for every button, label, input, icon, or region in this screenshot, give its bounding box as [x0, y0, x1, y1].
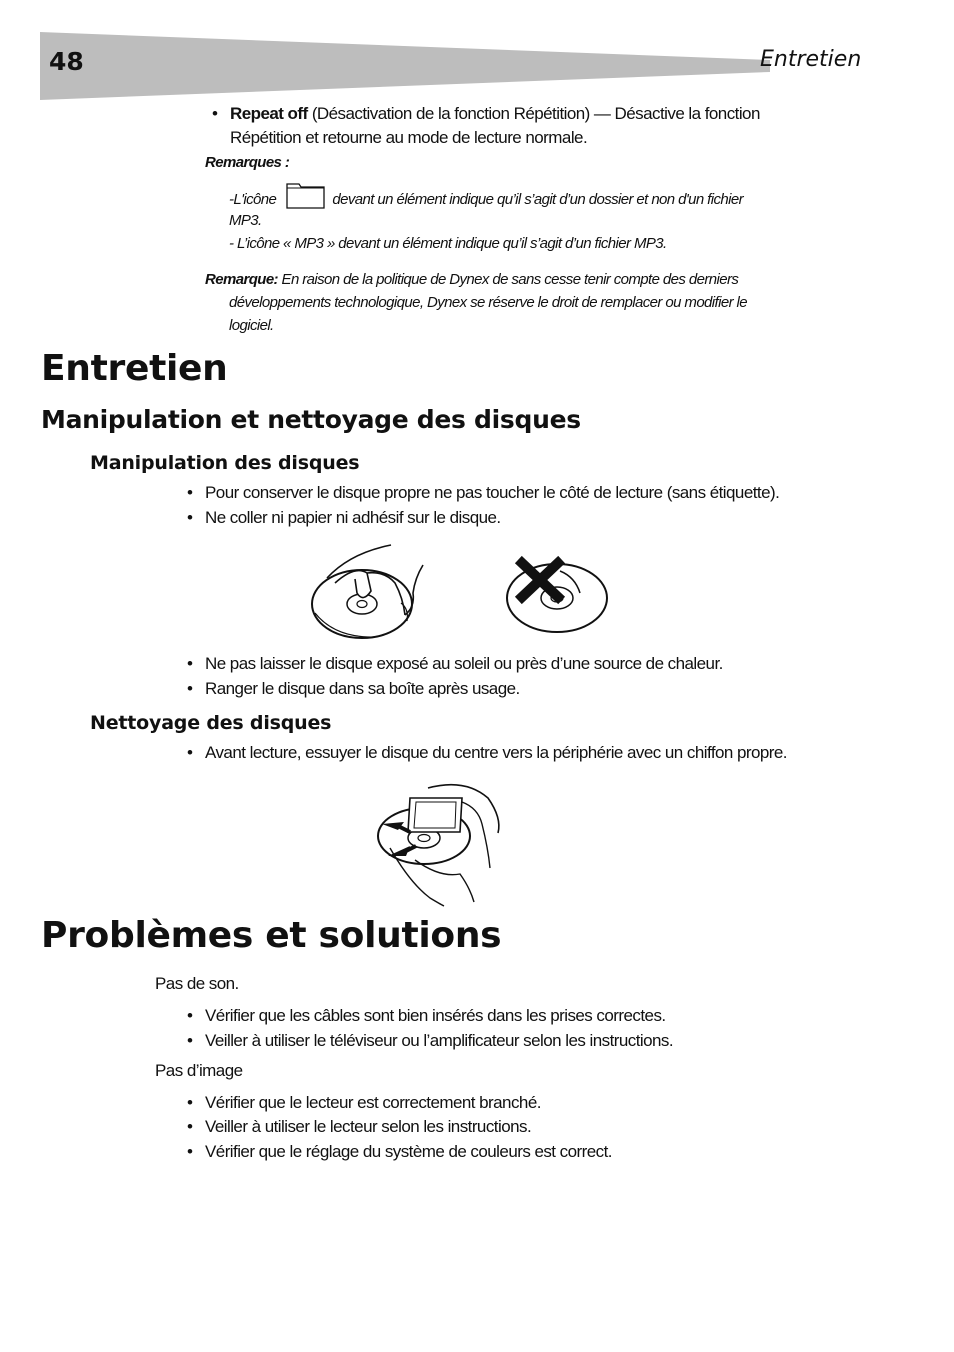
repeat-off-desc-1: (Désactivation de la fonction Répétition) — Désactive la fonction [311, 104, 760, 123]
list-item [187, 481, 780, 505]
bullet: • [187, 1093, 193, 1112]
list-item-text: Vérifier que le lecteur est correctement branché. [205, 1093, 541, 1112]
remarques-line-3: - L’icône « MP3 » devant un élément indique qu’il s’agit d’un fichier MP3. [229, 235, 667, 252]
list-item-text: Vérifier que les câbles sont bien insérés dans les prises correctes. [205, 1006, 666, 1025]
list-item [187, 506, 501, 530]
bullet: • [187, 1006, 193, 1025]
folder-icon [282, 188, 327, 208]
remarques-line-1 [229, 188, 743, 212]
remarques-suffix: devant un élément indique qu’il s’agit d’un dossier et non d'un fichier [332, 191, 743, 208]
remarques-line-2: MP3. [229, 212, 262, 229]
remarque-line-3: logiciel. [229, 317, 274, 334]
list-item [187, 677, 520, 701]
bullet: • [187, 743, 193, 762]
remarque-line-1 [205, 269, 738, 292]
entretien-heading: Entretien [41, 348, 228, 389]
disc-wiping-illustration [370, 778, 510, 908]
list-item-text: Ne pas laisser le disque exposé au soleil ou près d’une source de chaleur. [205, 654, 723, 673]
remarque-line-2: développements technologique, Dynex se réserve le droit de remplacer ou modifier le [229, 294, 748, 311]
list-item [187, 741, 787, 765]
list-item [187, 1115, 532, 1139]
page-number: 48 [49, 47, 84, 76]
list-item [187, 1004, 666, 1028]
remarque-label: Remarque: [205, 271, 278, 288]
bullet: • [187, 1117, 193, 1136]
list-item-text: Vérifier que le réglage du système de couleurs est correct. [205, 1142, 612, 1161]
bullet: • [187, 483, 193, 502]
repeat-off-term: Repeat off [230, 104, 308, 123]
header-section-title: Entretien [760, 47, 862, 72]
repeat-off-desc-2: Répétition et retourne au mode de lecture normale. [230, 128, 588, 147]
problem-no-sound: Pas de son. [155, 974, 239, 993]
bullet: • [187, 679, 193, 698]
list-item-text: Veiller à utiliser le téléviseur ou l’amplificateur selon les instructions. [205, 1031, 674, 1050]
list-item [187, 1140, 612, 1164]
bullet: • [187, 508, 193, 527]
list-item [187, 1029, 674, 1053]
list-item-text: Ranger le disque dans sa boîte après usage. [205, 679, 520, 698]
list-item [187, 1091, 541, 1115]
disc-held-edge-illustration [305, 543, 435, 643]
repeat-off-item [212, 102, 870, 150]
bullet: • [212, 104, 218, 123]
list-item-text: Veiller à utiliser le lecteur selon les instructions. [205, 1117, 532, 1136]
remarque-text-1: En raison de la politique de Dynex de sans cesse tenir compte des derniers [281, 271, 739, 288]
manipulation-nettoyage-heading: Manipulation et nettoyage des disques [41, 405, 581, 434]
disc-do-not-touch-illustration [500, 553, 620, 653]
remarques-label: Remarques : [205, 154, 290, 171]
remarques-prefix: -L'icône [229, 191, 277, 208]
bullet: • [187, 1142, 193, 1161]
list-item-text: Pour conserver le disque propre ne pas toucher le côté de lecture (sans étiquette). [205, 483, 780, 502]
bullet: • [187, 1031, 193, 1050]
bullet: • [187, 654, 193, 673]
nettoyage-heading: Nettoyage des disques [90, 712, 332, 734]
list-item-text: Avant lecture, essuyer le disque du centre vers la périphérie avec un chiffon propre. [205, 743, 787, 762]
list-item [187, 652, 723, 676]
problemes-heading: Problèmes et solutions [41, 915, 502, 956]
manipulation-heading: Manipulation des disques [90, 452, 360, 474]
list-item-text: Ne coller ni papier ni adhésif sur le disque. [205, 508, 501, 527]
problem-no-image: Pas d’image [155, 1061, 243, 1080]
